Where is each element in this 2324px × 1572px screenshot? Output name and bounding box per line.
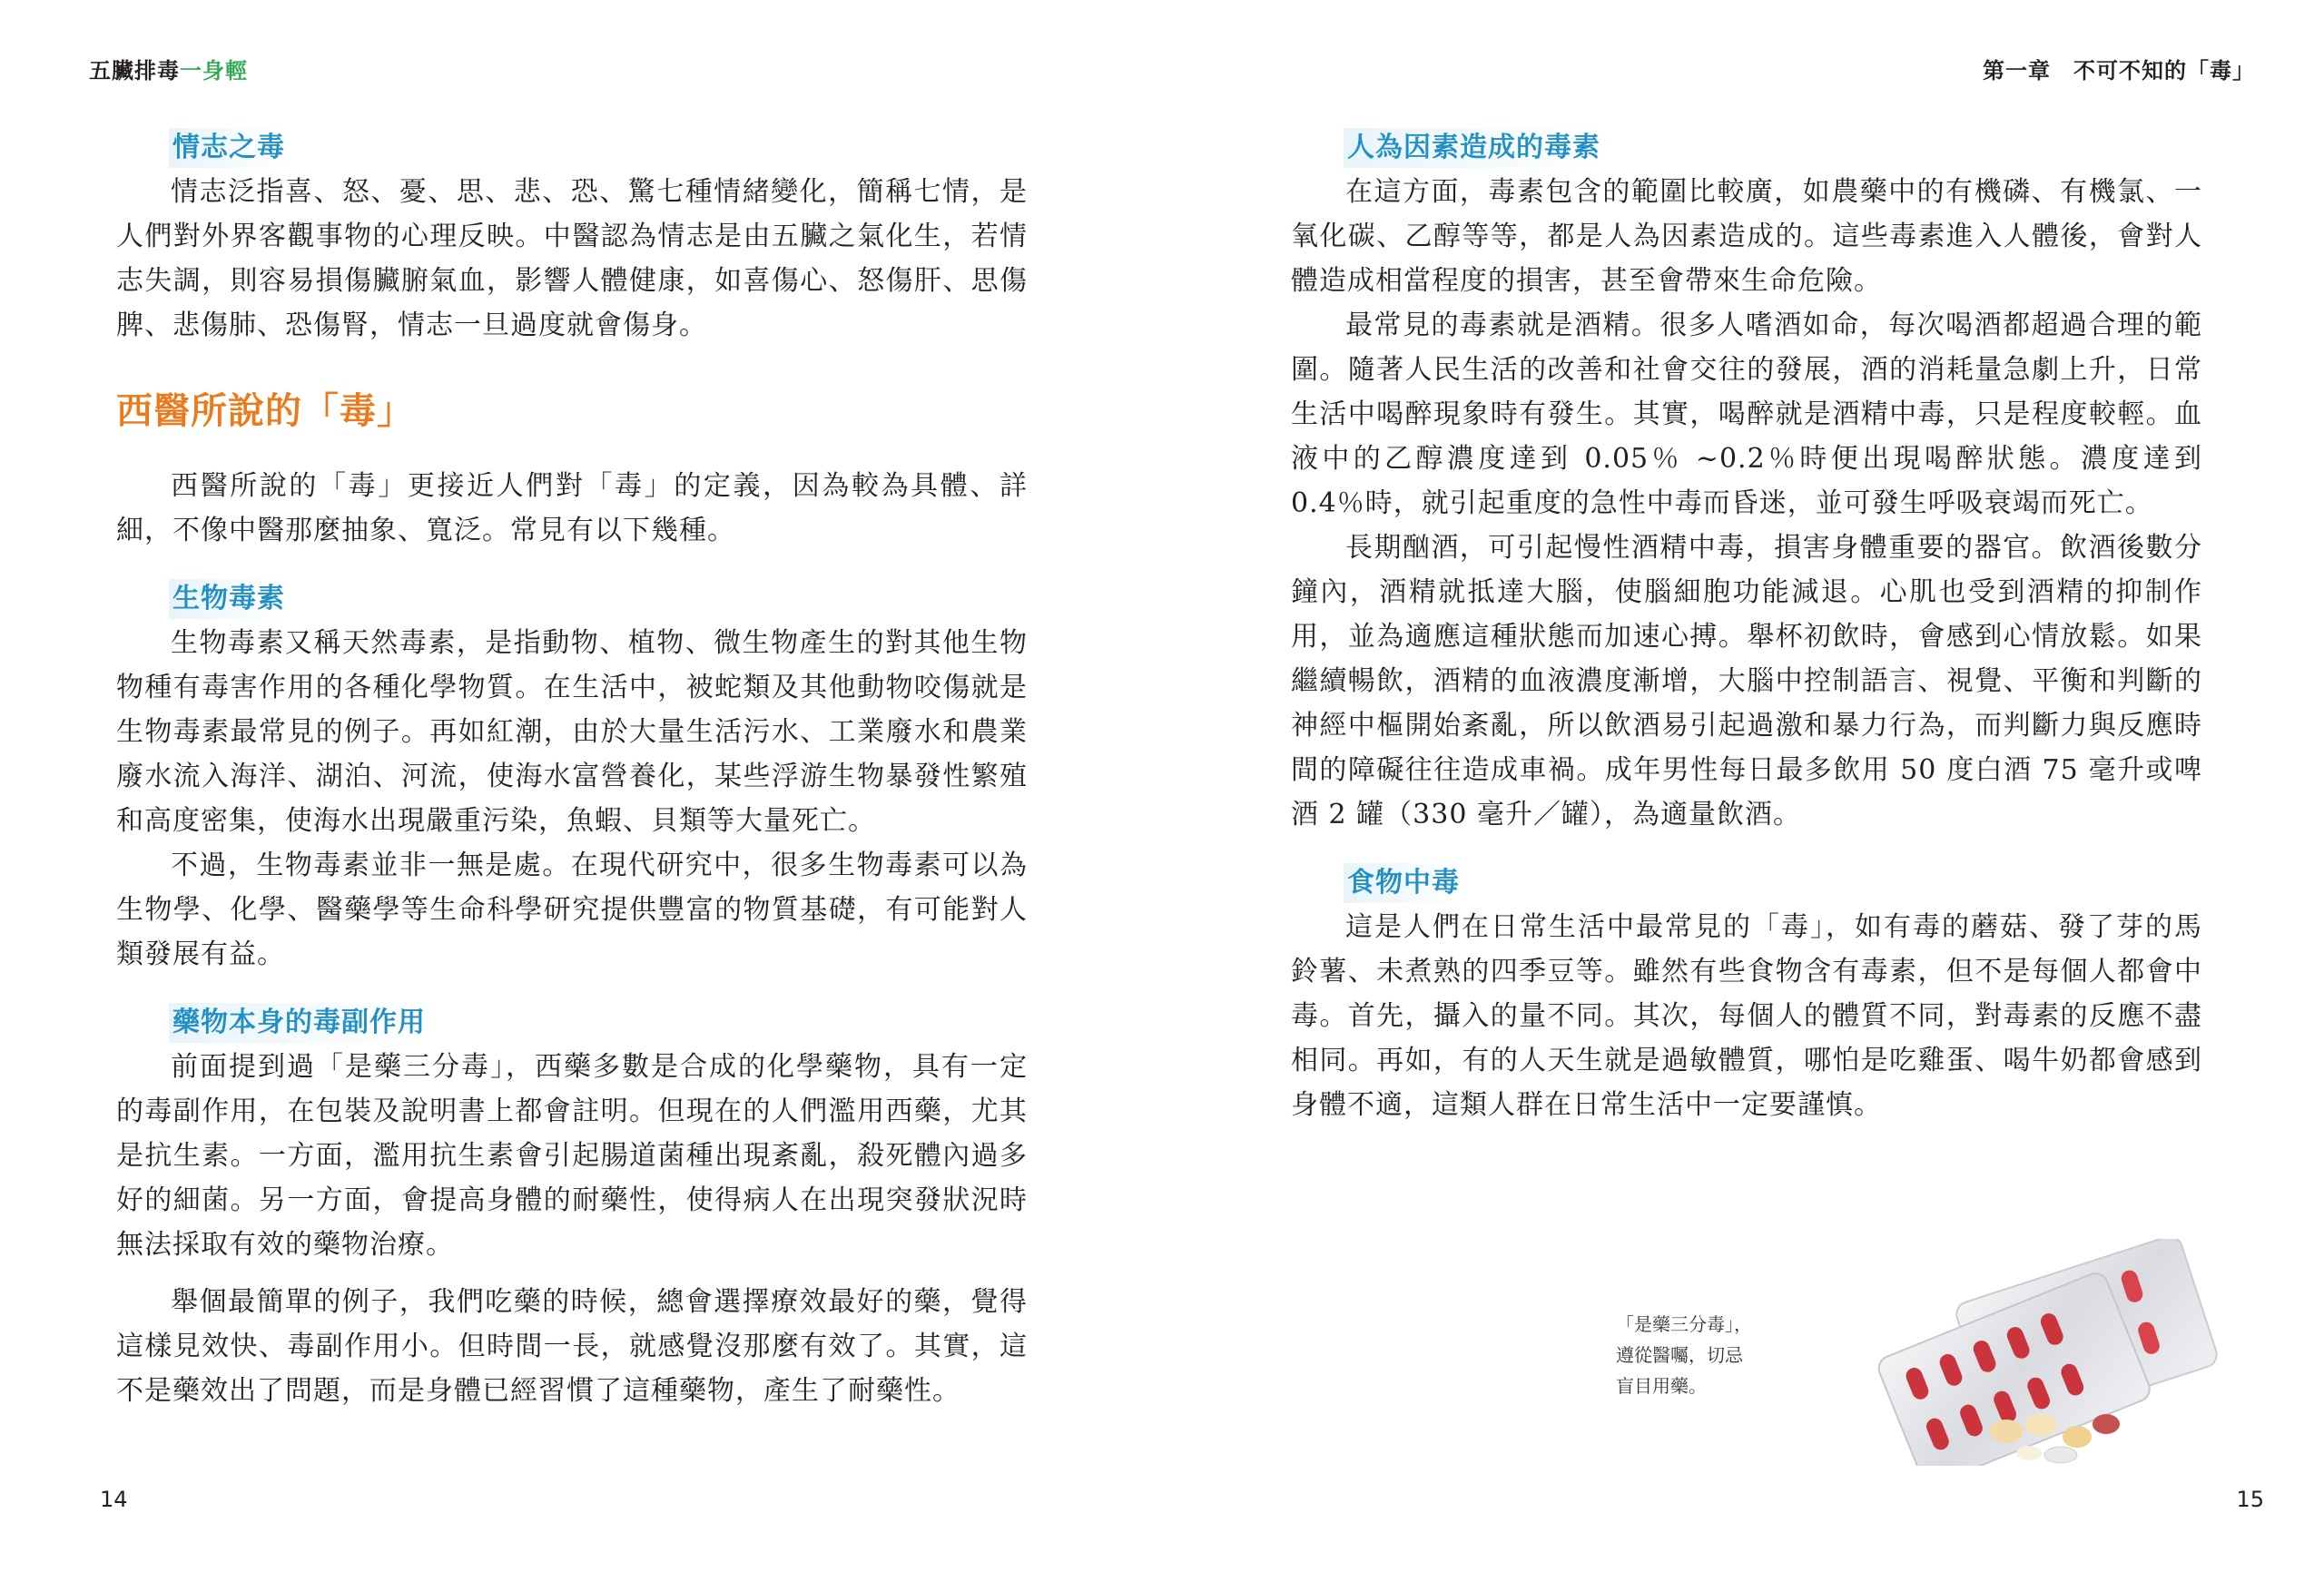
paragraph-emotion: 情志泛指喜、怒、憂、思、悲、恐、驚七種情緒變化，簡稱七情，是人們對外界客觀事物的心理反映。中醫認為情志是由五臟之氣化生，若情志失調，則容易損傷臟腑氣血，影響人體健康，如喜傷心、怒傷肝、思傷脾、悲傷肺、恐傷腎，情志一旦過度就會傷身。	[116, 176, 1028, 341]
heading-western-toxin: 西醫所說的「毒」	[116, 389, 414, 432]
image-caption	[1616, 1309, 1807, 1401]
heading-bio-toxin: 生物毒素	[169, 579, 289, 619]
paragraph-bio-2: 不過，生物毒素並非一無是處。在現代研究中，很多生物毒素可以為生物學、化學、醫藥學等生命科學研究提供豐富的物質基礎，有可能對人類發展有益。	[116, 850, 1028, 970]
paragraph-drug-1: 前面提到過「是藥三分毒」，西藥多數是合成的化學藥物，具有一定的毒副作用，在包裝及說明書上都會註明。但現在的人們濫用西藥，尤其是抗生素。一方面，濫用抗生素會引起腸道菌種出現紊亂，殺死體內過多好的細菌。另一方面，會提高身體的耐藥性，使得病人在出現突發狀況時無法採取有效的藥物治療。	[116, 1051, 1028, 1261]
book-title-accent: 一身輕	[180, 57, 248, 84]
paragraph-human-3: 長期酗酒，可引起慢性酒精中毒，損害身體重要的器官。飲酒後數分鐘內，酒精就抵達大腦，使腦細胞功能減退。心肌也受到酒精的抑制作用，並為適應這種狀態而加速心搏。舉杯初飲時，會感到心情放鬆。如果繼續暢飲，酒精的血液濃度漸增，大腦中控制語言、視覺、平衡和判斷的神經中樞開始紊亂，所以飲酒易引起過激和暴力行為，而判斷力與反應時間的障礙往往造成車禍。成年男性每日最多飲用 50 度白酒 75 毫升或啤酒 2 罐（330 毫升／罐），為適量飲酒。	[1291, 532, 2202, 830]
heading-emotion-toxin: 情志之毒	[169, 128, 289, 168]
paragraph-drug-2: 舉個最簡單的例子，我們吃藥的時候，總會選擇療效最好的藥，覺得這樣見效快、毒副作用小。但時間一長，就感覺沒那麼有效了。其實，這不是藥效出了問題，而是身體已經習慣了這種藥物，產生了耐藥性。	[116, 1286, 1028, 1407]
paragraph-bio-1: 生物毒素又稱天然毒素，是指動物、植物、微生物產生的對其他生物物種有毒害作用的各種化學物質。在生活中，被蛇類及其他動物咬傷就是生物毒素最常見的例子。再如紅潮，由於大量生活污水、工業廢水和農業廢水流入海洋、湖泊、河流，使海水富營養化，某些浮游生物暴發性繁殖和高度密集，使海水出現嚴重污染，魚蝦、貝類等大量死亡。	[116, 627, 1028, 837]
right-page	[1162, 0, 2324, 1572]
pills-blister-pack-image	[1834, 1239, 2260, 1466]
paragraph-human-1: 在這方面，毒素包含的範圍比較廣，如農藥中的有機磷、有機氯、一氧化碳、乙醇等等，都是人為因素造成的。這些毒素進入人體後，會對人體造成相當程度的損害，甚至會帶來生命危險。	[1291, 176, 2202, 297]
paragraph-food: 這是人們在日常生活中最常見的「毒」，如有毒的蘑菇、發了芽的馬鈴薯、未煮熟的四季豆等。雖然有些食物含有毒素，但不是每個人都會中毒。首先，攝入的量不同。其次，每個人的體質不同，對毒素的反應不盡相同。再如，有的人天生就是過敏體質，哪怕是吃雞蛋、喝牛奶都會感到身體不適，這類人群在日常生活中一定要謹慎。	[1291, 911, 2202, 1121]
paragraph-human-2: 最常見的毒素就是酒精。很多人嗜酒如命，每次喝酒都超過合理的範圍。隨著人民生活的改善和社會交往的發展，酒的消耗量急劇上升，日常生活中喝醉現象時有發生。其實，喝醉就是酒精中毒，只是程度較輕。血液中的乙醇濃度達到 0.05％ ~0.2％時便出現喝醉狀態。濃度達到 0.4％時，就引起重度的急性中毒而昏迷，並可發生呼吸衰竭而死亡。	[1291, 309, 2202, 519]
caption-line: 盲目用藥。	[1616, 1375, 1707, 1397]
page-number-left: 14	[100, 1487, 128, 1512]
left-text-column	[116, 125, 1028, 1413]
page-number-right: 15	[2236, 1487, 2264, 1512]
caption-line: 「是藥三分毒」，	[1616, 1313, 1752, 1335]
left-running-head	[89, 53, 248, 84]
heading-food-poisoning: 食物中毒	[1344, 863, 1463, 903]
heading-drug-side-effects: 藥物本身的毒副作用	[169, 1003, 429, 1043]
book-title: 五臟排毒	[89, 57, 180, 84]
paragraph-western: 西醫所說的「毒」更接近人們對「毒」的定義，因為較為具體、詳細，不像中醫那麼抽象、寬泛。常見有以下幾種。	[116, 470, 1028, 546]
caption-line: 遵從醫囑，切忌	[1616, 1344, 1743, 1366]
heading-human-toxin: 人為因素造成的毒素	[1344, 128, 1604, 168]
chapter-running-head: 第一章 不可不知的「毒」	[1983, 57, 2255, 84]
right-text-column	[1291, 125, 2202, 1127]
